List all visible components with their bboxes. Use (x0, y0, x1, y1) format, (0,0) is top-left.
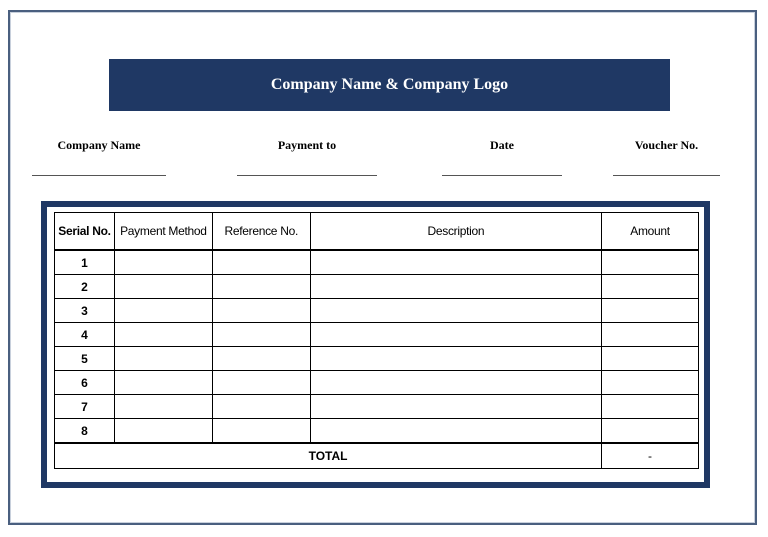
amount-cell[interactable] (602, 347, 699, 371)
serial-cell: 5 (55, 347, 115, 371)
payment-method-cell[interactable] (114, 299, 212, 323)
voucher-table-frame (41, 201, 710, 488)
table-row (55, 250, 699, 275)
field-line[interactable] (237, 175, 377, 176)
serial-cell: 1 (55, 250, 115, 275)
description-cell[interactable] (310, 323, 601, 347)
description-cell[interactable] (310, 275, 601, 299)
payment-method-cell[interactable] (114, 250, 212, 275)
table-row (55, 299, 699, 323)
payment-method-cell[interactable] (114, 395, 212, 419)
description-cell[interactable] (310, 299, 601, 323)
serial-cell: 3 (55, 299, 115, 323)
table-row (55, 275, 699, 299)
banner-title: Company Name & Company Logo (270, 76, 509, 93)
column-header-payment-method: Payment Method (114, 213, 212, 251)
company-banner (109, 59, 670, 111)
payment-method-cell[interactable] (114, 323, 212, 347)
total-label: TOTAL (55, 443, 602, 469)
description-cell[interactable] (310, 395, 601, 419)
table-row (55, 419, 699, 444)
total-amount: - (602, 443, 699, 469)
field-payment-to (237, 138, 377, 176)
total-row (55, 443, 699, 469)
field-label: Payment to (277, 138, 337, 152)
field-label: Voucher No. (634, 138, 699, 152)
column-header-reference: Reference No. (212, 213, 310, 251)
table-row (55, 395, 699, 419)
payment-method-cell[interactable] (114, 275, 212, 299)
payment-method-cell[interactable] (114, 419, 212, 444)
table-row (55, 371, 699, 395)
reference-cell[interactable] (212, 395, 310, 419)
field-label: Date (490, 138, 514, 152)
table-row (55, 347, 699, 371)
reference-cell[interactable] (212, 323, 310, 347)
field-date (442, 138, 562, 176)
amount-cell[interactable] (602, 371, 699, 395)
reference-cell[interactable] (212, 347, 310, 371)
amount-cell[interactable] (602, 419, 699, 444)
field-line[interactable] (442, 175, 562, 176)
field-label: Company Name (57, 138, 141, 152)
serial-cell: 6 (55, 371, 115, 395)
column-header-amount: Amount (602, 213, 699, 251)
reference-cell[interactable] (212, 299, 310, 323)
amount-cell[interactable] (602, 395, 699, 419)
description-cell[interactable] (310, 347, 601, 371)
column-header-serial: Serial No. (55, 213, 115, 251)
table-row (55, 323, 699, 347)
field-line[interactable] (613, 175, 720, 176)
amount-cell[interactable] (602, 275, 699, 299)
table-header-row (55, 213, 699, 251)
reference-cell[interactable] (212, 371, 310, 395)
reference-cell[interactable] (212, 250, 310, 275)
field-line[interactable] (32, 175, 166, 176)
column-header-description: Description (310, 213, 601, 251)
amount-cell[interactable] (602, 250, 699, 275)
field-voucher-no (613, 138, 720, 176)
voucher-table-inner (47, 207, 704, 482)
description-cell[interactable] (310, 371, 601, 395)
amount-cell[interactable] (602, 323, 699, 347)
voucher-table (54, 212, 699, 469)
serial-cell: 8 (55, 419, 115, 444)
payment-method-cell[interactable] (114, 347, 212, 371)
field-company-name (32, 138, 166, 176)
serial-cell: 2 (55, 275, 115, 299)
serial-cell: 7 (55, 395, 115, 419)
serial-cell: 4 (55, 323, 115, 347)
payment-method-cell[interactable] (114, 371, 212, 395)
reference-cell[interactable] (212, 419, 310, 444)
reference-cell[interactable] (212, 275, 310, 299)
amount-cell[interactable] (602, 299, 699, 323)
description-cell[interactable] (310, 250, 601, 275)
description-cell[interactable] (310, 419, 601, 444)
